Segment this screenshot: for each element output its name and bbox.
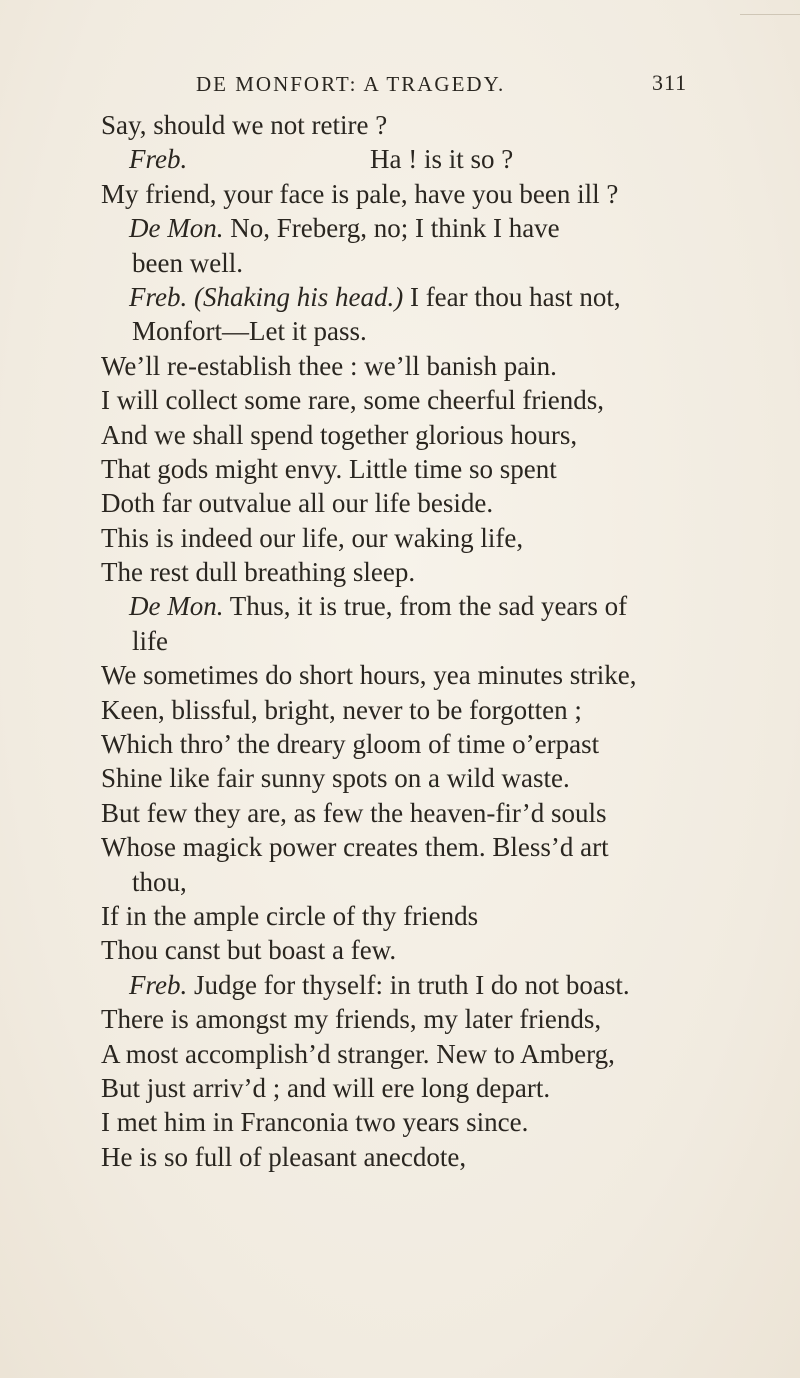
verse-line: Whose magick power creates them. Bless’d art (101, 832, 609, 863)
verse-line: A most accomplish’d stranger. New to Amberg, (101, 1038, 615, 1069)
verse-line: Doth far outvalue all our life beside. (101, 488, 494, 519)
verse-line: He is so full of pleasant anecdote, (101, 1141, 467, 1172)
verse-line: Say, should we not retire ? (101, 110, 388, 140)
verse-line: De Mon. No, Freberg, no; I think I have (129, 213, 560, 244)
verse-line: Which thro’ the dreary gloom of time o’erpast (101, 729, 600, 760)
verse-line: We’ll re-establish thee : we’ll banish pain. (101, 350, 557, 381)
verse-line: Monfort—Let it pass. (132, 316, 367, 347)
speaker-name: De Mon. (129, 591, 224, 622)
verse-line: We sometimes do short hours, yea minutes strike, (101, 660, 637, 691)
verse-line: But few they are, as few the heaven-fir’d souls (101, 797, 607, 828)
stage-direction: (Shaking his head.) (193, 281, 404, 312)
verse-line: De Mon. Thus, it is true, from the sad years of (129, 591, 628, 622)
verse-line: My friend, your face is pale, have you been ill ? (101, 178, 619, 209)
speaker-name: Freb. (129, 281, 188, 312)
speaker-name: Freb. (129, 144, 188, 175)
verse-line: life (132, 625, 168, 656)
verse-line: And we shall spend together glorious hours, (101, 419, 578, 450)
verse-line: been well. (132, 247, 243, 278)
running-head: DE MONFORT: A TRAGEDY. (196, 72, 506, 96)
page-corner (740, 0, 800, 15)
verse-line: That gods might envy. Little time so spent (101, 453, 557, 484)
speaker-name: De Mon. (129, 213, 224, 244)
verse-line: The rest dull breathing sleep. (101, 557, 416, 588)
verse-line: I met him in Franconia two years since. (101, 1107, 529, 1138)
page-number: 311 (652, 70, 688, 95)
verse-line: thou, (132, 866, 187, 897)
verse-line: If in the ample circle of thy friends (101, 900, 479, 931)
verse-line: Thou canst but boast a few. (101, 935, 397, 966)
verse-line: Shine like fair sunny spots on a wild waste. (101, 763, 570, 794)
verse-line: Freb. Judge for thyself: in truth I do not boast. (129, 969, 630, 1000)
verse-line: There is amongst my friends, my later friends, (101, 1004, 602, 1035)
verse-line: This is indeed our life, our waking life, (101, 522, 524, 553)
verse-line: I will collect some rare, some cheerful friends, (101, 385, 605, 416)
verse-line: Freb. Ha ! is it so ? (129, 144, 514, 175)
verse-line: But just arriv’d ; and will ere long depart. (101, 1072, 551, 1103)
verse-line: Keen, blissful, bright, never to be forgotten ; (101, 694, 582, 725)
speaker-name: Freb. (129, 969, 188, 1000)
verse-text (0, 108, 800, 1174)
verse-line: Freb. (Shaking his head.) I fear thou hast not, (129, 281, 621, 312)
